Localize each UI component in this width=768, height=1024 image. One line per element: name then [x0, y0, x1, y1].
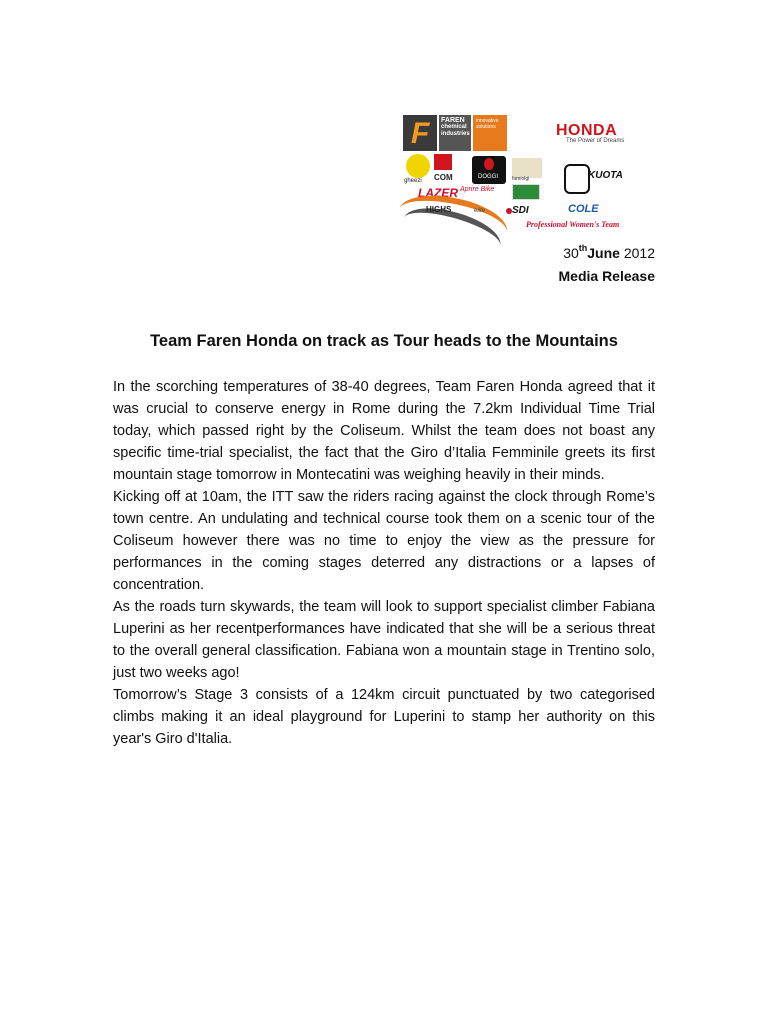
date-suffix: th [578, 243, 588, 253]
com-label: COM [434, 173, 453, 182]
italia-logo-icon [512, 184, 540, 200]
sponsor-logos [398, 108, 648, 243]
headline: Team Faren Honda on track as Tour heads to the Mountains [150, 332, 618, 350]
gheezi-label: gheezi [404, 178, 422, 184]
date-year: 2012 [623, 245, 655, 261]
faren-logo-text: FAREN [441, 117, 465, 124]
paragraph: Tomorrow’s Stage 3 consists of a 124km circuit punctuated by two categorised climbs making it an ideal playground for Luperini to stamp her authority on this year's Giro d'Italia. [113, 687, 655, 747]
honda-tagline: The Power of Dreams [566, 138, 625, 144]
date-day: 30 [563, 245, 579, 261]
doggi-label: DOGGI [478, 174, 499, 180]
highs-logo: HIGHS [426, 205, 452, 214]
faren-logo-subtext: chemical industries [441, 124, 470, 137]
famiol-logo-icon [512, 158, 542, 178]
professional-womens-team-tagline: Professional Women's Team [526, 220, 620, 229]
body-text [113, 376, 655, 750]
famiol-label: famiolgi [512, 176, 530, 182]
date-month: June [587, 245, 620, 261]
cole-logo: COLE [568, 203, 599, 215]
elite-logo: elite [474, 208, 486, 214]
kuota-logo-icon [564, 164, 590, 194]
sdi-logo: SDI [512, 205, 529, 216]
aprire-bike-logo: Aprire Bike [460, 186, 495, 193]
kuota-logo: KUOTA [588, 170, 623, 181]
release-date [563, 245, 655, 261]
faren-f-logo-icon: F [403, 115, 437, 151]
com-logo-icon [434, 154, 452, 170]
faren-logo [439, 115, 471, 151]
paragraph: As the roads turn skywards, the team will look to support specialist climber Fabiana Luperini as her recentperformances have indicated that she will be a serious threat to the overall general classification. Fabiana won a mountain stage in Trentino solo, just two weeks ago! [113, 599, 655, 681]
gheezi-logo-icon [406, 154, 430, 178]
innovative-solutions-logo: innovative solutions [473, 115, 507, 151]
paragraph: In the scorching temperatures of 38-40 degrees, Team Faren Honda agreed that it was crucial to conserve energy in Rome during the 7.2km Individual Time Trial today, which passed right by the Coliseum. Whilst the team does not boast any specific time-trial specialist, the fact that the Giro d’Italia Femminile greets its first mountain stage tomorrow in Montecatini was weighing heavily in their minds. [113, 379, 655, 483]
paragraph: Kicking off at 10am, the ITT saw the riders racing against the clock through Rome’s town centre. An undulating and technical course took them on a scenic tour of the Coliseum however there was no time to enjoy the view as the pressure for performances in the coming stages deterred any distractions or a lapses of concentration. [113, 489, 655, 593]
lazer-logo: LAZER [418, 186, 458, 200]
honda-logo: HONDA [556, 122, 618, 139]
media-release-label: Media Release [558, 268, 655, 284]
